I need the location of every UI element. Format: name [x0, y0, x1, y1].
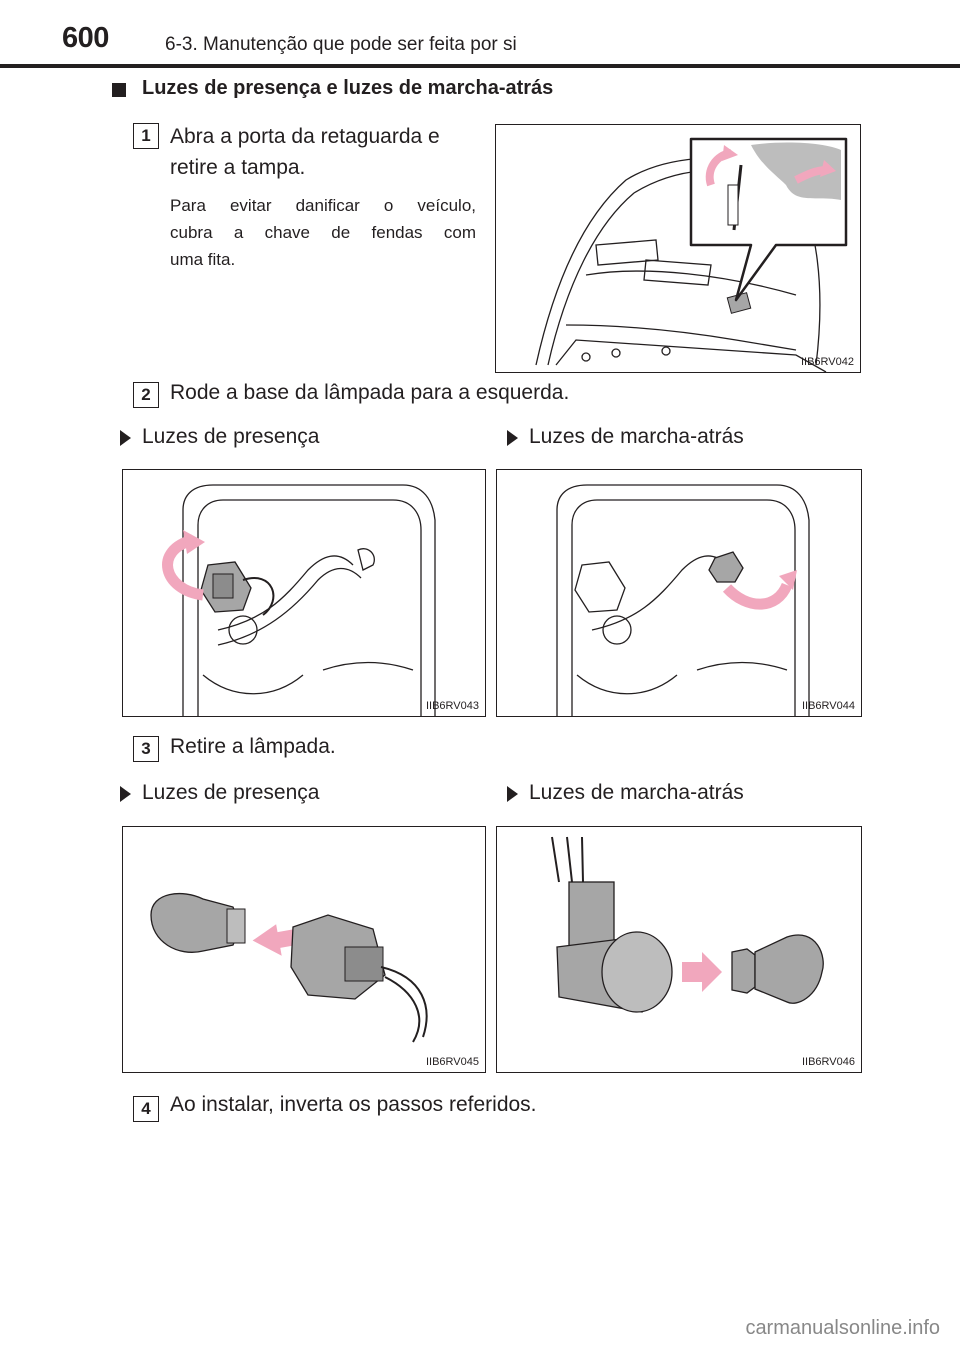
section-title: Luzes de presença e luzes de marcha-atrás	[142, 77, 554, 99]
reverse-light-socket-illustration	[497, 470, 861, 716]
step-3-left-label: Luzes de presença	[142, 781, 320, 804]
step-number-4: 4	[133, 1096, 159, 1122]
triangle-bullet-icon	[120, 786, 131, 802]
figure-position-bulb-removal	[122, 826, 486, 1073]
triangle-bullet-icon	[507, 430, 518, 446]
figure-code-5: IIB6RV046	[801, 1056, 855, 1068]
step-1-note-line-2: cubra a chave de fendas com	[170, 223, 476, 242]
step-1-note	[170, 192, 476, 273]
figure-reverse-light-socket	[496, 469, 862, 717]
triangle-bullet-icon	[507, 786, 518, 802]
step-number-3: 3	[133, 736, 159, 762]
figure-code-2: IIB6RV043	[425, 700, 479, 712]
running-title: 6-3. Manutenção que pode ser feita por si	[165, 34, 517, 55]
step-1-text	[170, 121, 440, 183]
figure-code-3: IIB6RV044	[801, 700, 855, 712]
step-2-left-label: Luzes de presença	[142, 425, 320, 448]
step-number-1: 1	[133, 123, 159, 149]
figure-code-4: IIB6RV045	[425, 1056, 479, 1068]
step-1-note-line-1: Para evitar danificar o veículo,	[170, 196, 476, 215]
step-2-text: Rode a base da lâmpada para a esquerda.	[170, 381, 570, 404]
header-rule	[0, 64, 960, 68]
tailgate-illustration	[496, 125, 860, 372]
position-bulb-removal-illustration	[123, 827, 485, 1072]
reverse-bulb-removal-illustration	[497, 827, 861, 1072]
page-number: 600	[62, 22, 109, 54]
step-4-text: Ao instalar, inverta os passos referidos.	[170, 1093, 537, 1116]
figure-position-light-socket	[122, 469, 486, 717]
step-1-line-1: Abra a porta da retaguarda e	[170, 125, 440, 148]
step-1-note-line-3: uma fita.	[170, 250, 236, 269]
step-3-text: Retire a lâmpada.	[170, 735, 336, 758]
figure-reverse-bulb-removal	[496, 826, 862, 1073]
step-1-line-2: retire a tampa.	[170, 156, 306, 179]
section-marker-icon	[112, 83, 126, 97]
step-3-right-label: Luzes de marcha-atrás	[529, 781, 744, 804]
figure-tailgate-cover	[495, 124, 861, 373]
position-light-socket-illustration	[123, 470, 485, 716]
figure-code-1: IIB6RV042	[800, 356, 854, 368]
triangle-bullet-icon	[120, 430, 131, 446]
watermark: carmanualsonline.info	[745, 1317, 940, 1339]
step-2-right-label: Luzes de marcha-atrás	[529, 425, 744, 448]
step-number-2: 2	[133, 382, 159, 408]
